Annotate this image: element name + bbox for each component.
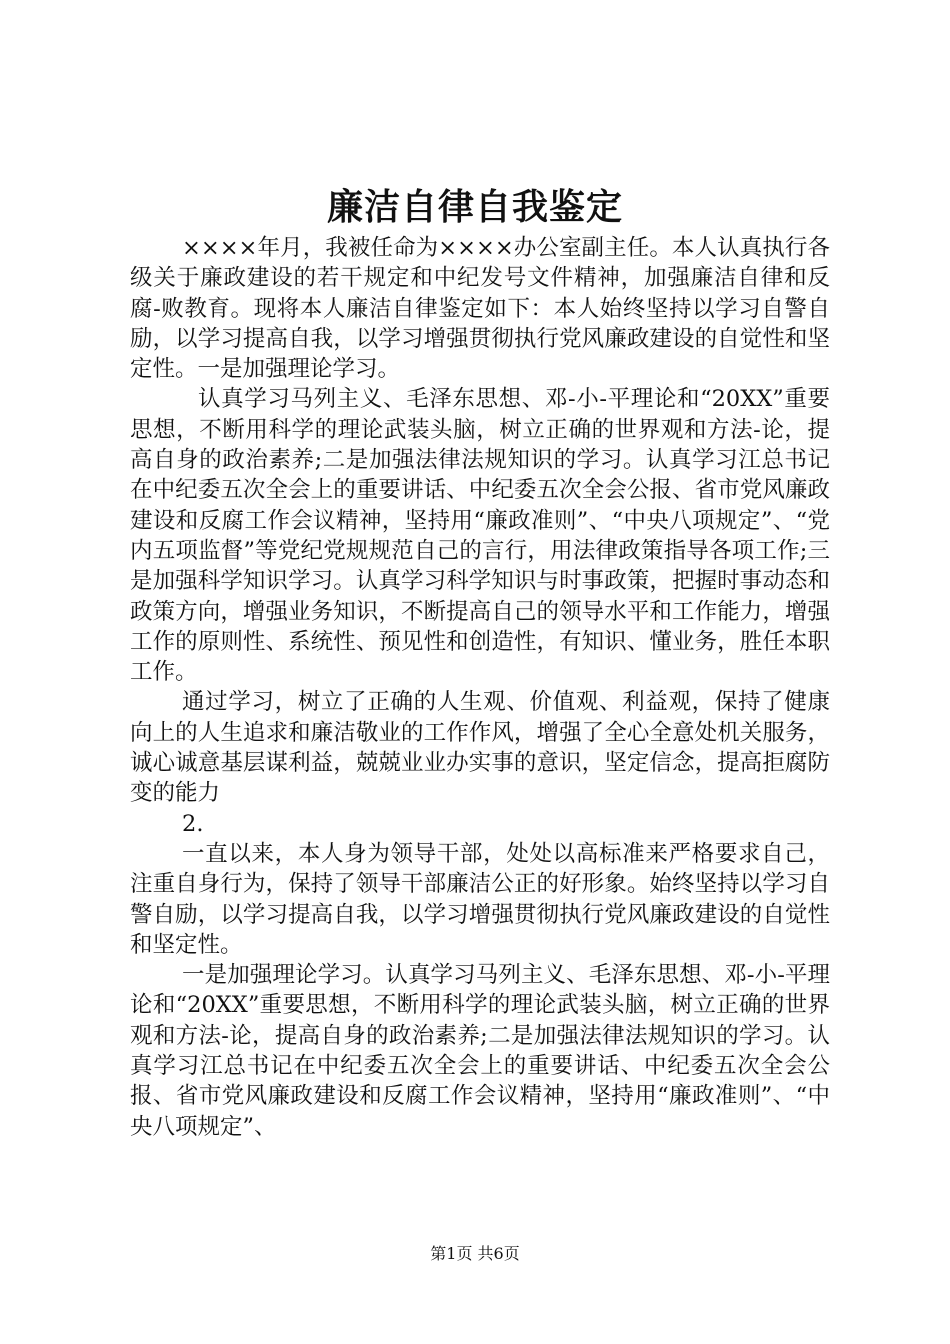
- page-footer: 第1页 共6页: [430, 1244, 520, 1263]
- paragraph-section-number: 2.: [182, 810, 204, 837]
- paragraph-outcome: 通过学习，树立了正确的人生观、价值观、利益观，保持了健康向上的人生追求和廉洁敬业的工作作风，增强了全心全意处机关服务，诚心诚意基层谋利益，兢兢业业办实事的意识，坚定信念，提高拒腐防变的能力: [130, 689, 830, 807]
- paragraph-conduct: 一直以来，本人身为领导干部，处处以高标准来严格要求自己，注重自身行为，保持了领导干部廉洁公正的好形象。始终坚持以学习自警自励，以学习提高自我，以学习增强贯彻执行党风廉政建设的自觉性和坚定性。: [130, 840, 830, 958]
- document-body: [130, 233, 830, 1142]
- paragraph-intro: ××××年月，我被任命为××××办公室副主任。本人认真执行各级关于廉政建设的若干规定和中纪发号文件精神，加强廉洁自律和反腐-败教育。现将本人廉洁自律鉴定如下：本人始终坚持以学习自警自励，以学习提高自我，以学习增强贯彻执行党风廉政建设的自觉性和坚定性。一是加强理论学习。: [130, 235, 830, 383]
- paragraph-theory: 一是加强理论学习。认真学习马列主义、毛泽东思想、邓-小-平理论和“20XX”重要思想，不断用科学的理论武装头脑，树立正确的世界观和方法-论，提高自身的政治素养;二是加强法律法规知识的学习。认真学习江总书记在中纪委五次全会上的重要讲话、中纪委五次全会公报、省市党风廉政建设和反腐工作会议精神，坚持用“廉政准则”、“中央八项规定”、: [130, 962, 830, 1140]
- paragraph-study: 认真学习马列主义、毛泽东思想、邓-小-平理论和“20XX”重要思想，不断用科学的理论武装头脑，树立正确的世界观和方法-论，提高自身的政治素养;二是加强法律法规知识的学习。认真学习江总书记在中纪委五次全会上的重要讲话、中纪委五次全会公报、省市党风廉政建设和反腐工作会议精神，坚持用“廉政准则”、“中央八项规定”、“党内五项监督”等党纪党规规范自己的言行，用法律政策指导各项工作;三是加强科学知识学习。认真学习科学知识与时事政策，把握时事动态和政策方向，增强业务知识，不断提高自己的领导水平和工作能力，增强工作的原则性、系统性、预见性和创造性，有知识、懂业务，胜任本职工作。: [130, 386, 830, 686]
- document-title: 廉洁自律自我鉴定: [326, 186, 623, 228]
